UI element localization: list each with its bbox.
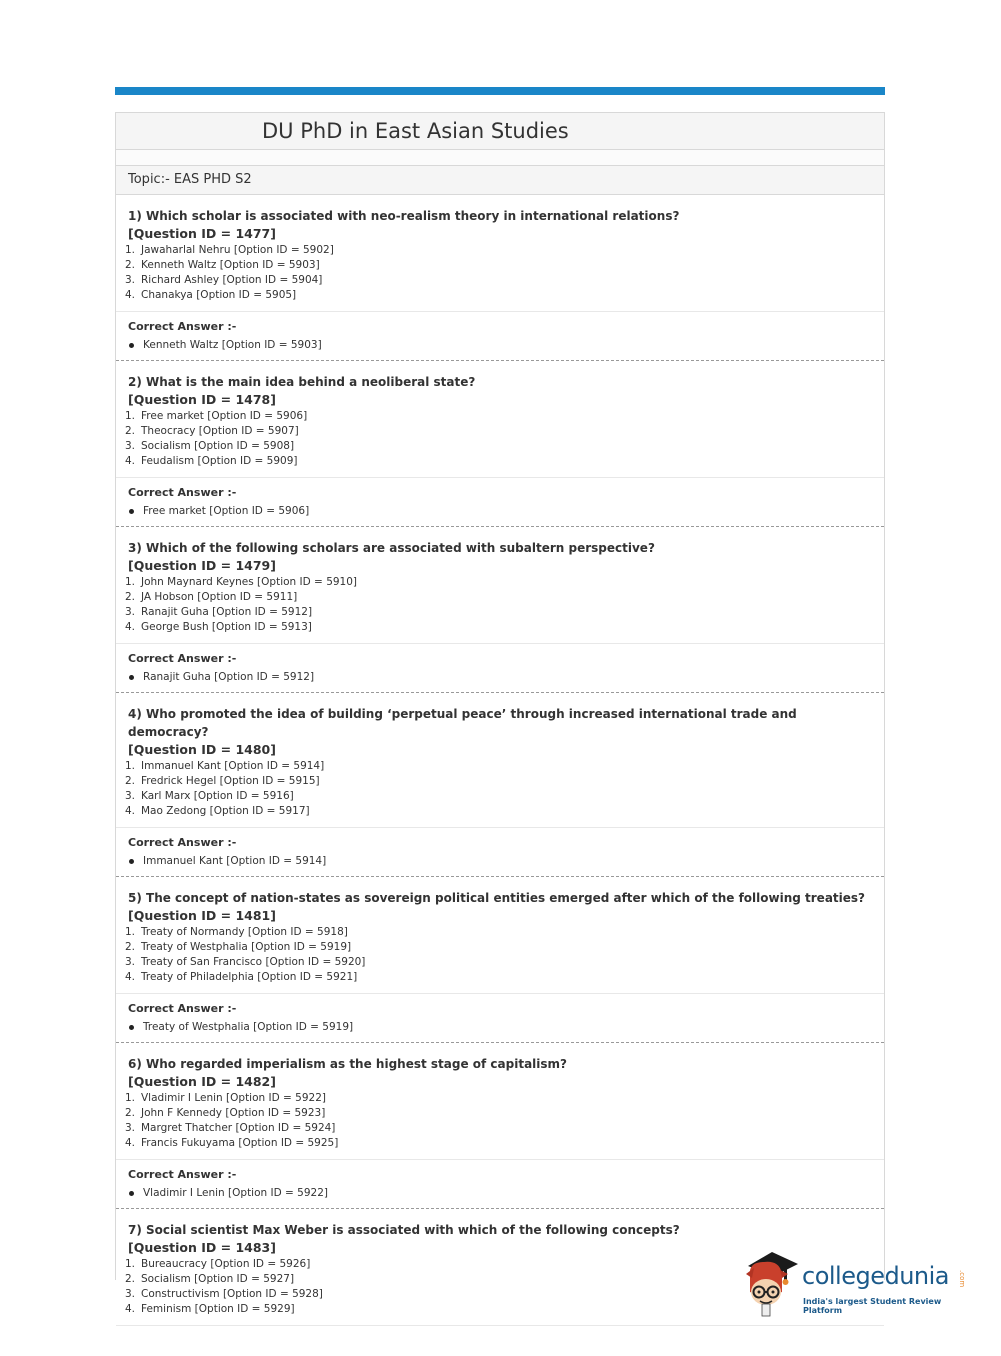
question-id: [Question ID = 1482] (128, 1074, 276, 1089)
top-accent-bar (115, 87, 885, 95)
question-id: [Question ID = 1477] (128, 226, 276, 241)
option-item (125, 789, 872, 804)
bullet-icon (129, 1025, 134, 1030)
option-number: 2. (125, 591, 136, 603)
option-item (125, 590, 872, 605)
question-text: 7) Social scientist Max Weber is associated with which of the following concepts? (128, 1223, 680, 1237)
topic-label: Topic:- EAS PHD S2 (116, 166, 884, 195)
option-number: 1. (125, 244, 136, 256)
question-body (116, 361, 884, 478)
question-text: 1) Which scholar is associated with neo-realism theory in international relations? (128, 209, 680, 223)
option-text: Immanuel Kant [Option ID = 5914] (141, 760, 325, 772)
correct-answer-item (128, 852, 872, 870)
option-list (125, 575, 872, 635)
correct-answer (116, 1160, 884, 1208)
correct-answer-text: Vladimir I Lenin [Option ID = 5922] (143, 1187, 328, 1199)
option-item (125, 940, 872, 955)
option-text: Feminism [Option ID = 5929] (141, 1303, 295, 1315)
question-block (116, 361, 884, 527)
option-item (125, 409, 872, 424)
correct-answer-label: Correct Answer :- (128, 1002, 237, 1015)
option-item (125, 955, 872, 970)
option-number: 3. (125, 1122, 136, 1134)
option-item (125, 1106, 872, 1121)
mascot-icon (742, 1248, 802, 1318)
option-text: Mao Zedong [Option ID = 5917] (141, 805, 310, 817)
logo-tagline: India's largest Student Review Platform (803, 1297, 942, 1315)
bullet-icon (129, 343, 134, 348)
option-list (125, 243, 872, 303)
option-number: 2. (125, 775, 136, 787)
option-item (125, 454, 872, 469)
question-body (116, 195, 884, 312)
correct-answer-label: Correct Answer :- (128, 836, 237, 849)
option-item (125, 273, 872, 288)
option-number: 2. (125, 1273, 136, 1285)
option-number: 4. (125, 621, 136, 633)
question-id: [Question ID = 1478] (128, 392, 276, 407)
option-text: Richard Ashley [Option ID = 5904] (141, 274, 323, 286)
option-number: 2. (125, 1107, 136, 1119)
correct-answer-label: Correct Answer :- (128, 652, 237, 665)
collegedunia-logo (742, 1248, 972, 1318)
option-number: 2. (125, 259, 136, 271)
correct-answer-item (128, 336, 872, 354)
question-body (116, 693, 884, 828)
option-item (125, 804, 872, 819)
option-number: 1. (125, 1258, 136, 1270)
option-item (125, 424, 872, 439)
logo-suffix: .com (958, 1270, 966, 1288)
option-number: 3. (125, 440, 136, 452)
bullet-icon (129, 509, 134, 514)
option-text: Socialism [Option ID = 5927] (141, 1273, 295, 1285)
option-number: 1. (125, 1092, 136, 1104)
question-text: 2) What is the main idea behind a neoliberal state? (128, 375, 476, 389)
option-text: Margret Thatcher [Option ID = 5924] (141, 1122, 336, 1134)
question-block (116, 693, 884, 877)
question-block (116, 527, 884, 693)
option-text: Jawaharlal Nehru [Option ID = 5902] (141, 244, 334, 256)
bullet-icon (129, 1191, 134, 1196)
option-text: Treaty of Philadelphia [Option ID = 5921] (141, 971, 358, 983)
spacer-row (116, 150, 884, 166)
option-text: Constructivism [Option ID = 5928] (141, 1288, 323, 1300)
question-id: [Question ID = 1480] (128, 742, 276, 757)
option-text: Treaty of Normandy [Option ID = 5918] (141, 926, 348, 938)
option-number: 3. (125, 956, 136, 968)
option-item (125, 1091, 872, 1106)
correct-answer-item (128, 1018, 872, 1036)
option-number: 3. (125, 790, 136, 802)
correct-answer-text: Treaty of Westphalia [Option ID = 5919] (143, 1021, 354, 1033)
option-text: George Bush [Option ID = 5913] (141, 621, 312, 633)
option-list (125, 409, 872, 469)
question-text: 3) Which of the following scholars are associated with subaltern perspective? (128, 541, 655, 555)
option-text: Karl Marx [Option ID = 5916] (141, 790, 294, 802)
logo-wordmark: collegedunia (802, 1262, 950, 1290)
question-id: [Question ID = 1483] (128, 1240, 276, 1255)
correct-answer-item (128, 1184, 872, 1202)
option-text: John Maynard Keynes [Option ID = 5910] (141, 576, 358, 588)
option-text: Fredrick Hegel [Option ID = 5915] (141, 775, 320, 787)
question-body (116, 527, 884, 644)
correct-answer-label: Correct Answer :- (128, 1168, 237, 1181)
option-text: Vladimir I Lenin [Option ID = 5922] (141, 1092, 326, 1104)
question-list (116, 195, 884, 1326)
option-text: Free market [Option ID = 5906] (141, 410, 308, 422)
option-item (125, 970, 872, 985)
option-number: 4. (125, 805, 136, 817)
option-item (125, 243, 872, 258)
option-item (125, 258, 872, 273)
correct-answer (116, 312, 884, 360)
option-text: JA Hobson [Option ID = 5911] (141, 591, 298, 603)
correct-answer-text: Ranajit Guha [Option ID = 5912] (143, 671, 315, 683)
question-block (116, 195, 884, 361)
question-block (116, 877, 884, 1043)
correct-answer-text: Free market [Option ID = 5906] (143, 505, 310, 517)
correct-answer (116, 478, 884, 526)
option-number: 1. (125, 926, 136, 938)
option-text: Bureaucracy [Option ID = 5926] (141, 1258, 311, 1270)
option-list (125, 925, 872, 985)
option-item (125, 925, 872, 940)
option-list (125, 759, 872, 819)
option-text: Chanakya [Option ID = 5905] (141, 289, 297, 301)
option-number: 3. (125, 606, 136, 618)
correct-answer-text: Immanuel Kant [Option ID = 5914] (143, 855, 327, 867)
question-id: [Question ID = 1479] (128, 558, 276, 573)
option-item (125, 605, 872, 620)
option-number: 2. (125, 425, 136, 437)
correct-answer-item (128, 668, 872, 686)
option-number: 2. (125, 941, 136, 953)
option-item (125, 1121, 872, 1136)
correct-answer-label: Correct Answer :- (128, 486, 237, 499)
option-number: 1. (125, 760, 136, 772)
option-item (125, 575, 872, 590)
question-text: 5) The concept of nation-states as sovereign political entities emerged after which of the following treaties? (128, 891, 866, 905)
correct-answer (116, 644, 884, 692)
question-text: 6) Who regarded imperialism as the highest stage of capitalism? (128, 1057, 568, 1071)
option-number: 4. (125, 289, 136, 301)
option-number: 4. (125, 1137, 136, 1149)
option-number: 4. (125, 971, 136, 983)
question-id: [Question ID = 1481] (128, 908, 276, 923)
question-text: 4) Who promoted the idea of building ‘perpetual peace’ through increased international trade and democracy? (128, 707, 797, 739)
option-item (125, 1136, 872, 1151)
question-block (116, 1043, 884, 1209)
option-text: Francis Fukuyama [Option ID = 5925] (141, 1137, 339, 1149)
option-number: 4. (125, 455, 136, 467)
option-item (125, 439, 872, 454)
page-title: DU PhD in East Asian Studies (116, 113, 884, 150)
question-body (116, 1043, 884, 1160)
option-text: Treaty of San Francisco [Option ID = 5920] (141, 956, 366, 968)
option-text: Ranajit Guha [Option ID = 5912] (141, 606, 313, 618)
option-number: 3. (125, 274, 136, 286)
option-list (125, 1091, 872, 1151)
option-number: 1. (125, 410, 136, 422)
correct-answer-label: Correct Answer :- (128, 320, 237, 333)
correct-answer (116, 994, 884, 1042)
bullet-icon (129, 859, 134, 864)
option-number: 3. (125, 1288, 136, 1300)
question-body (116, 877, 884, 994)
correct-answer (116, 828, 884, 876)
option-text: Kenneth Waltz [Option ID = 5903] (141, 259, 320, 271)
option-item (125, 620, 872, 635)
option-text: Feudalism [Option ID = 5909] (141, 455, 298, 467)
option-number: 4. (125, 1303, 136, 1315)
option-item (125, 759, 872, 774)
option-text: Treaty of Westphalia [Option ID = 5919] (141, 941, 352, 953)
bullet-icon (129, 675, 134, 680)
correct-answer-text: Kenneth Waltz [Option ID = 5903] (143, 339, 322, 351)
option-text: John F Kennedy [Option ID = 5923] (141, 1107, 326, 1119)
option-item (125, 288, 872, 303)
option-text: Socialism [Option ID = 5908] (141, 440, 295, 452)
correct-answer-item (128, 502, 872, 520)
option-item (125, 774, 872, 789)
option-number: 1. (125, 576, 136, 588)
option-text: Theocracy [Option ID = 5907] (141, 425, 299, 437)
